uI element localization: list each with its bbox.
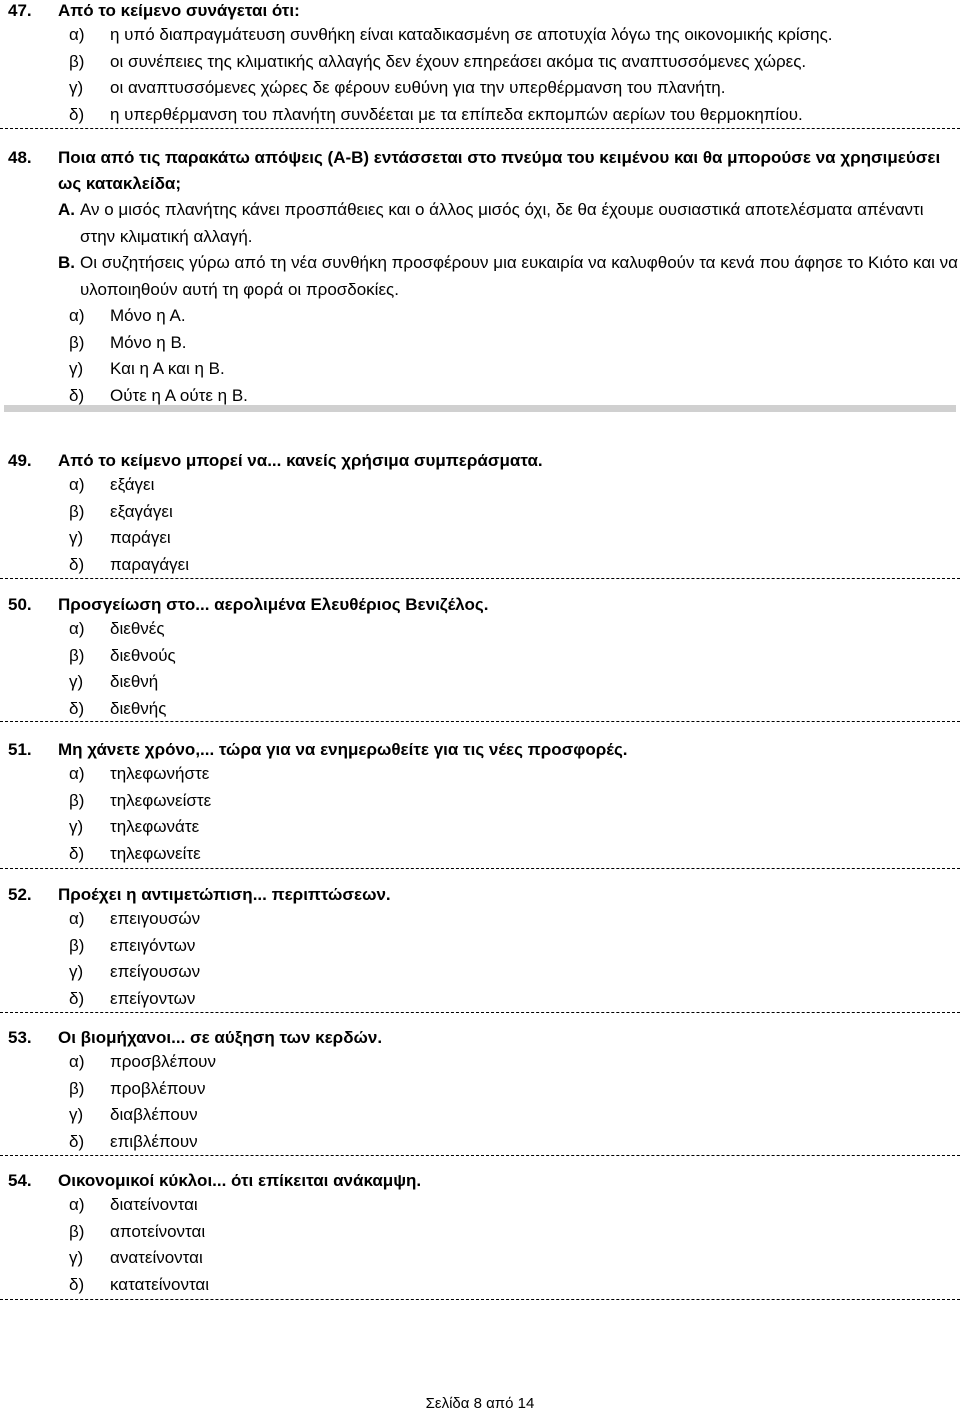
option-label: γ) bbox=[69, 962, 84, 981]
option-a[interactable] bbox=[69, 1192, 958, 1219]
option-label: δ) bbox=[69, 1274, 85, 1294]
option-a[interactable] bbox=[69, 472, 958, 499]
option-text: επιβλέπουν bbox=[110, 1131, 198, 1151]
option-text: τηλεφωνείστε bbox=[110, 790, 212, 810]
option-text: διαβλέπουν bbox=[110, 1105, 198, 1124]
option-text: οι αναπτυσσόμενες χώρες δε φέρουν ευθύνη για την υπερθέρμανση του πλανήτη. bbox=[110, 78, 726, 97]
question-49 bbox=[8, 450, 958, 578]
option-label: δ) bbox=[69, 385, 85, 405]
option-label: α) bbox=[69, 306, 85, 325]
question-title: Από το κείμενο μπορεί να... κανείς χρήσιμα συμπεράσματα. bbox=[58, 451, 543, 470]
divider bbox=[0, 128, 960, 129]
option-label: β) bbox=[69, 645, 85, 665]
option-label: β) bbox=[69, 51, 85, 71]
question-54 bbox=[8, 1170, 958, 1298]
option-label: α) bbox=[69, 25, 85, 44]
option-b[interactable] bbox=[69, 933, 958, 960]
option-b[interactable] bbox=[69, 49, 958, 76]
question-47 bbox=[8, 0, 958, 128]
option-text: διεθνές bbox=[110, 619, 165, 638]
option-label: γ) bbox=[69, 672, 84, 691]
option-d[interactable] bbox=[69, 1129, 958, 1156]
question-title: Μη χάνετε χρόνο,... τώρα για να ενημερωθείτε για τις νέες προσφορές. bbox=[58, 740, 628, 759]
question-number: 54. bbox=[8, 1171, 32, 1190]
option-text: εξάγει bbox=[110, 475, 155, 494]
option-label: β) bbox=[69, 790, 85, 810]
option-a[interactable] bbox=[69, 761, 958, 788]
option-label: γ) bbox=[69, 78, 84, 97]
option-text: επείγουσων bbox=[110, 962, 201, 981]
option-text: τηλεφωνείτε bbox=[110, 843, 201, 863]
question-number: 53. bbox=[8, 1028, 32, 1047]
option-b[interactable] bbox=[69, 1219, 958, 1246]
option-text: Και η Α και η Β. bbox=[110, 359, 225, 378]
question-header bbox=[8, 884, 958, 906]
question-header bbox=[8, 594, 958, 616]
option-label: α) bbox=[69, 909, 85, 928]
option-label: δ) bbox=[69, 988, 85, 1008]
question-header bbox=[8, 1027, 958, 1049]
divider bbox=[0, 721, 960, 722]
option-c[interactable] bbox=[69, 959, 958, 986]
option-label: γ) bbox=[69, 1105, 84, 1124]
option-text: παραγάγει bbox=[110, 554, 189, 574]
option-text: διεθνή bbox=[110, 672, 159, 691]
option-text: προσβλέπουν bbox=[110, 1052, 216, 1071]
option-b[interactable] bbox=[69, 643, 958, 670]
option-a[interactable] bbox=[69, 1049, 958, 1076]
option-label: γ) bbox=[69, 528, 84, 547]
option-text: τηλεφωνήστε bbox=[110, 764, 210, 783]
option-d[interactable] bbox=[69, 552, 958, 579]
statement-text: Οι συζητήσεις γύρω από τη νέα συνθήκη προσφέρουν μια ευκαιρία να καλυφθούν τα κενά που άφησε το Κιότο και να υλοποιηθούν αυτή τη φορά οι προσδοκίες. bbox=[80, 253, 958, 299]
option-b[interactable] bbox=[69, 788, 958, 815]
statement-label: Α. bbox=[58, 200, 75, 219]
option-text: επειγόντων bbox=[110, 935, 196, 955]
option-label: δ) bbox=[69, 698, 85, 718]
option-text: διεθνής bbox=[110, 698, 167, 718]
option-text: η υπερθέρμανση του πλανήτη συνδέεται με τα επίπεδα εκπομπών αερίων του θερμοκηπίου. bbox=[110, 104, 803, 124]
divider bbox=[0, 1012, 960, 1013]
divider bbox=[0, 868, 960, 869]
option-label: γ) bbox=[69, 1248, 84, 1267]
option-b[interactable] bbox=[69, 1076, 958, 1103]
option-text: η υπό διαπραγμάτευση συνθήκη είναι καταδικασμένη σε αποτυχία λόγω της οικονομικής κρίσης. bbox=[110, 25, 833, 44]
option-c[interactable] bbox=[69, 1102, 958, 1129]
option-d[interactable] bbox=[69, 696, 958, 723]
option-text: επείγοντων bbox=[110, 988, 196, 1008]
question-51 bbox=[8, 739, 958, 867]
option-label: γ) bbox=[69, 817, 84, 836]
option-text: κατατείνονται bbox=[110, 1274, 210, 1294]
option-label: δ) bbox=[69, 843, 85, 863]
option-label: β) bbox=[69, 1078, 85, 1098]
option-c[interactable] bbox=[69, 669, 958, 696]
option-text: Ούτε η Α ούτε η Β. bbox=[110, 385, 248, 405]
option-a[interactable] bbox=[69, 303, 958, 330]
option-label: β) bbox=[69, 501, 85, 521]
divider bbox=[0, 1299, 960, 1300]
option-text: Μόνο η Α. bbox=[110, 306, 186, 325]
option-d[interactable] bbox=[69, 1272, 958, 1299]
page-number: Σελίδα 8 από 14 bbox=[425, 1395, 535, 1412]
option-c[interactable] bbox=[69, 75, 958, 102]
option-label: δ) bbox=[69, 554, 85, 574]
question-number: 52. bbox=[8, 885, 32, 904]
question-number: 50. bbox=[8, 595, 32, 614]
option-label: β) bbox=[69, 332, 85, 352]
divider bbox=[0, 578, 960, 579]
question-53 bbox=[8, 1027, 958, 1155]
option-c[interactable] bbox=[69, 525, 958, 552]
question-header bbox=[8, 450, 958, 472]
question-header bbox=[8, 1170, 958, 1192]
question-title: Προέχει η αντιμετώπιση... περιπτώσεων. bbox=[58, 885, 391, 904]
option-text: αποτείνονται bbox=[110, 1221, 206, 1241]
option-label: α) bbox=[69, 619, 85, 638]
option-text: εξαγάγει bbox=[110, 501, 173, 521]
option-label: δ) bbox=[69, 1131, 85, 1151]
option-a[interactable] bbox=[69, 616, 958, 643]
section-divider bbox=[4, 405, 956, 412]
option-a[interactable] bbox=[69, 906, 958, 933]
option-text: παράγει bbox=[110, 528, 171, 547]
question-number: 51. bbox=[8, 740, 32, 759]
option-c[interactable] bbox=[69, 1245, 958, 1272]
question-header bbox=[8, 145, 958, 197]
option-a[interactable] bbox=[69, 22, 958, 49]
question-title: Οι βιομήχανοι... σε αύξηση των κερδών. bbox=[58, 1028, 383, 1047]
option-label: γ) bbox=[69, 359, 84, 378]
option-label: β) bbox=[69, 1221, 85, 1241]
question-number: 47. bbox=[8, 1, 32, 20]
option-label: β) bbox=[69, 935, 85, 955]
option-label: δ) bbox=[69, 104, 85, 124]
option-text: προβλέπουν bbox=[110, 1078, 206, 1098]
question-header bbox=[8, 0, 958, 22]
question-number: 48. bbox=[8, 148, 32, 167]
question-title: Οικονομικοί κύκλοι... ότι επίκειται ανάκαμψη. bbox=[58, 1171, 422, 1190]
statement-b bbox=[8, 250, 958, 303]
option-text: διατείνονται bbox=[110, 1195, 198, 1214]
option-text: Μόνο η Β. bbox=[110, 332, 187, 352]
option-label: α) bbox=[69, 764, 85, 783]
option-c[interactable] bbox=[69, 356, 958, 383]
option-label: α) bbox=[69, 1195, 85, 1214]
option-label: α) bbox=[69, 475, 85, 494]
question-title: Προσγείωση στο... αερολιμένα Ελευθέριος Βενιζέλος. bbox=[58, 595, 489, 614]
question-50 bbox=[8, 594, 958, 722]
option-text: ανατείνονται bbox=[110, 1248, 203, 1267]
option-d[interactable] bbox=[69, 102, 958, 129]
divider bbox=[0, 1155, 960, 1156]
option-b[interactable] bbox=[69, 499, 958, 526]
question-48 bbox=[8, 145, 958, 409]
statement-text: Αν ο μισός πλανήτης κάνει προσπάθειες και ο άλλος μισός όχι, δε θα έχουμε ουσιαστικά αποτελέσματα απέναντι στην κλιματική αλλαγή. bbox=[80, 200, 924, 246]
option-text: τηλεφωνάτε bbox=[110, 817, 200, 836]
option-text: διεθνούς bbox=[110, 645, 176, 665]
option-text: οι συνέπειες της κλιματικής αλλαγής δεν έχουν επηρεάσει ακόμα τις αναπτυσσόμενες χώρες. bbox=[110, 51, 807, 71]
question-title: Από το κείμενο συνάγεται ότι: bbox=[58, 1, 300, 20]
option-c[interactable] bbox=[69, 814, 958, 841]
statement-label: Β. bbox=[58, 253, 75, 272]
option-d[interactable] bbox=[69, 841, 958, 868]
option-d[interactable] bbox=[69, 986, 958, 1013]
question-52 bbox=[8, 884, 958, 1012]
statement-a bbox=[8, 197, 958, 250]
option-b[interactable] bbox=[69, 330, 958, 357]
question-header bbox=[8, 739, 958, 761]
question-title: Ποια από τις παρακάτω απόψεις (Α-Β) εντάσσεται στο πνεύμα του κειμένου και θα μπορούσε να χρησιμεύσει ως κατακλείδα; bbox=[58, 148, 941, 193]
option-label: α) bbox=[69, 1052, 85, 1071]
question-number: 49. bbox=[8, 451, 32, 470]
option-text: επειγουσών bbox=[110, 909, 201, 928]
